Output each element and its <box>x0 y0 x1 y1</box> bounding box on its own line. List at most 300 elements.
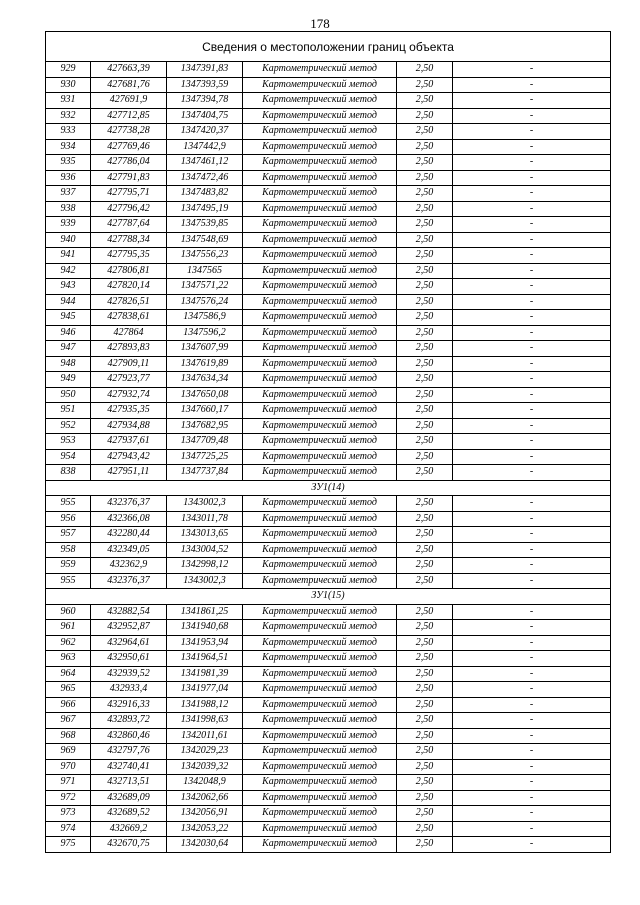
table-row <box>46 449 611 465</box>
accuracy-cell: 2,50 <box>397 744 453 760</box>
y-coordinate-cell: 1347571,22 <box>167 279 243 295</box>
point-number-cell: 935 <box>46 155 91 171</box>
description-cell: - <box>453 744 611 760</box>
point-number-cell: 930 <box>46 77 91 93</box>
point-number-cell: 965 <box>46 682 91 698</box>
accuracy-cell: 2,50 <box>397 294 453 310</box>
method-cell: Картометрический метод <box>243 279 397 295</box>
y-coordinate-cell: 1347391,83 <box>167 62 243 78</box>
page-number: 178 <box>310 16 330 31</box>
point-number-cell: 942 <box>46 263 91 279</box>
method-cell: Картометрический метод <box>243 759 397 775</box>
x-coordinate-cell: 427893,83 <box>91 341 167 357</box>
description-cell: - <box>453 434 611 450</box>
x-coordinate-cell: 432669,2 <box>91 821 167 837</box>
x-coordinate-cell: 427806,81 <box>91 263 167 279</box>
table-row <box>46 93 611 109</box>
point-number-cell: 838 <box>46 465 91 481</box>
y-coordinate-cell: 1347556,23 <box>167 248 243 264</box>
description-cell: - <box>453 418 611 434</box>
table-row <box>46 387 611 403</box>
x-coordinate-cell: 427838,61 <box>91 310 167 326</box>
y-coordinate-cell: 1342030,64 <box>167 837 243 853</box>
x-coordinate-cell: 432740,41 <box>91 759 167 775</box>
y-coordinate-cell: 1342011,61 <box>167 728 243 744</box>
y-coordinate-cell: 1347586,9 <box>167 310 243 326</box>
table-row <box>46 372 611 388</box>
y-coordinate-cell: 1347607,99 <box>167 341 243 357</box>
accuracy-cell: 2,50 <box>397 821 453 837</box>
method-cell: Картометрический метод <box>243 372 397 388</box>
point-number-cell: 971 <box>46 775 91 791</box>
point-number-cell: 968 <box>46 728 91 744</box>
x-coordinate-cell: 427932,74 <box>91 387 167 403</box>
description-cell: - <box>453 170 611 186</box>
y-coordinate-cell: 1342998,12 <box>167 558 243 574</box>
method-cell: Картометрический метод <box>243 124 397 140</box>
point-number-cell: 937 <box>46 186 91 202</box>
y-coordinate-cell: 1342056,91 <box>167 806 243 822</box>
table-row <box>46 728 611 744</box>
method-cell: Картометрический метод <box>243 558 397 574</box>
accuracy-cell: 2,50 <box>397 620 453 636</box>
description-cell: - <box>453 558 611 574</box>
table-row <box>46 837 611 853</box>
y-coordinate-cell: 1347619,89 <box>167 356 243 372</box>
point-number-cell: 939 <box>46 217 91 233</box>
x-coordinate-cell: 432349,05 <box>91 542 167 558</box>
point-number-cell: 945 <box>46 310 91 326</box>
y-coordinate-cell: 1347420,37 <box>167 124 243 140</box>
method-cell: Картометрический метод <box>243 201 397 217</box>
accuracy-cell: 2,50 <box>397 604 453 620</box>
x-coordinate-cell: 432689,09 <box>91 790 167 806</box>
point-number-cell: 956 <box>46 511 91 527</box>
table-row <box>46 403 611 419</box>
accuracy-cell: 2,50 <box>397 697 453 713</box>
method-cell: Картометрический метод <box>243 263 397 279</box>
table-row <box>46 186 611 202</box>
y-coordinate-cell: 1347565 <box>167 263 243 279</box>
x-coordinate-cell: 427923,77 <box>91 372 167 388</box>
point-number-cell: 932 <box>46 108 91 124</box>
y-coordinate-cell: 1343011,78 <box>167 511 243 527</box>
point-number-cell: 957 <box>46 527 91 543</box>
section-label: ЗУ1(15) <box>46 589 611 605</box>
method-cell: Картометрический метод <box>243 418 397 434</box>
table-row <box>46 356 611 372</box>
x-coordinate-cell: 427788,34 <box>91 232 167 248</box>
accuracy-cell: 2,50 <box>397 449 453 465</box>
accuracy-cell: 2,50 <box>397 310 453 326</box>
description-cell: - <box>453 186 611 202</box>
table-title: Сведения о местоположении границ объекта <box>46 32 611 62</box>
y-coordinate-cell: 1343013,65 <box>167 527 243 543</box>
method-cell: Картометрический метод <box>243 310 397 326</box>
description-cell: - <box>453 682 611 698</box>
y-coordinate-cell: 1347682,95 <box>167 418 243 434</box>
y-coordinate-cell: 1341940,68 <box>167 620 243 636</box>
accuracy-cell: 2,50 <box>397 139 453 155</box>
method-cell: Картометрический метод <box>243 806 397 822</box>
table-row <box>46 155 611 171</box>
point-number-cell: 934 <box>46 139 91 155</box>
accuracy-cell: 2,50 <box>397 837 453 853</box>
method-cell: Картометрический метод <box>243 387 397 403</box>
y-coordinate-cell: 1347576,24 <box>167 294 243 310</box>
point-number-cell: 951 <box>46 403 91 419</box>
y-coordinate-cell: 1347539,85 <box>167 217 243 233</box>
description-cell: - <box>453 310 611 326</box>
point-number-cell: 955 <box>46 496 91 512</box>
method-cell: Картометрический метод <box>243 635 397 651</box>
x-coordinate-cell: 427738,28 <box>91 124 167 140</box>
method-cell: Картометрический метод <box>243 434 397 450</box>
x-coordinate-cell: 432366,08 <box>91 511 167 527</box>
table-row <box>46 263 611 279</box>
table-row <box>46 558 611 574</box>
description-cell: - <box>453 821 611 837</box>
y-coordinate-cell: 1347634,34 <box>167 372 243 388</box>
y-coordinate-cell: 1341998,63 <box>167 713 243 729</box>
method-cell: Картометрический метод <box>243 341 397 357</box>
x-coordinate-cell: 432916,33 <box>91 697 167 713</box>
table-row <box>46 542 611 558</box>
description-cell: - <box>453 635 611 651</box>
x-coordinate-cell: 432362,9 <box>91 558 167 574</box>
method-cell: Картометрический метод <box>243 170 397 186</box>
description-cell: - <box>453 527 611 543</box>
y-coordinate-cell: 1342053,22 <box>167 821 243 837</box>
table-row <box>46 279 611 295</box>
method-cell: Картометрический метод <box>243 186 397 202</box>
point-number-cell: 970 <box>46 759 91 775</box>
description-cell: - <box>453 620 611 636</box>
y-coordinate-cell: 1347393,59 <box>167 77 243 93</box>
y-coordinate-cell: 1347725,25 <box>167 449 243 465</box>
accuracy-cell: 2,50 <box>397 155 453 171</box>
method-cell: Картометрический метод <box>243 93 397 109</box>
x-coordinate-cell: 427712,85 <box>91 108 167 124</box>
point-number-cell: 946 <box>46 325 91 341</box>
point-number-cell: 947 <box>46 341 91 357</box>
y-coordinate-cell: 1347737,84 <box>167 465 243 481</box>
table-row <box>46 666 611 682</box>
accuracy-cell: 2,50 <box>397 434 453 450</box>
accuracy-cell: 2,50 <box>397 651 453 667</box>
point-number-cell: 966 <box>46 697 91 713</box>
y-coordinate-cell: 1342039,32 <box>167 759 243 775</box>
x-coordinate-cell: 432860,46 <box>91 728 167 744</box>
y-coordinate-cell: 1347461,12 <box>167 155 243 171</box>
accuracy-cell: 2,50 <box>397 279 453 295</box>
point-number-cell: 941 <box>46 248 91 264</box>
x-coordinate-cell: 427769,46 <box>91 139 167 155</box>
description-cell: - <box>453 806 611 822</box>
y-coordinate-cell: 1343004,52 <box>167 542 243 558</box>
point-number-cell: 940 <box>46 232 91 248</box>
method-cell: Картометрический метод <box>243 744 397 760</box>
point-number-cell: 955 <box>46 573 91 589</box>
description-cell: - <box>453 124 611 140</box>
x-coordinate-cell: 432933,4 <box>91 682 167 698</box>
table-row <box>46 465 611 481</box>
x-coordinate-cell: 432952,87 <box>91 620 167 636</box>
table-row <box>46 713 611 729</box>
accuracy-cell: 2,50 <box>397 418 453 434</box>
accuracy-cell: 2,50 <box>397 527 453 543</box>
table-row <box>46 418 611 434</box>
accuracy-cell: 2,50 <box>397 790 453 806</box>
description-cell: - <box>453 403 611 419</box>
accuracy-cell: 2,50 <box>397 108 453 124</box>
method-cell: Картометрический метод <box>243 356 397 372</box>
description-cell: - <box>453 248 611 264</box>
accuracy-cell: 2,50 <box>397 201 453 217</box>
description-cell: - <box>453 604 611 620</box>
method-cell: Картометрический метод <box>243 542 397 558</box>
description-cell: - <box>453 217 611 233</box>
y-coordinate-cell: 1347495,19 <box>167 201 243 217</box>
y-coordinate-cell: 1347596,2 <box>167 325 243 341</box>
x-coordinate-cell: 427951,11 <box>91 465 167 481</box>
method-cell: Картометрический метод <box>243 651 397 667</box>
method-cell: Картометрический метод <box>243 682 397 698</box>
accuracy-cell: 2,50 <box>397 542 453 558</box>
x-coordinate-cell: 432950,61 <box>91 651 167 667</box>
x-coordinate-cell: 427791,83 <box>91 170 167 186</box>
table-row <box>46 434 611 450</box>
accuracy-cell: 2,50 <box>397 806 453 822</box>
table-row <box>46 341 611 357</box>
x-coordinate-cell: 432689,52 <box>91 806 167 822</box>
y-coordinate-cell: 1347472,46 <box>167 170 243 186</box>
point-number-cell: 933 <box>46 124 91 140</box>
accuracy-cell: 2,50 <box>397 325 453 341</box>
point-number-cell: 969 <box>46 744 91 760</box>
method-cell: Картометрический метод <box>243 573 397 589</box>
accuracy-cell: 2,50 <box>397 341 453 357</box>
method-cell: Картометрический метод <box>243 232 397 248</box>
x-coordinate-cell: 427787,64 <box>91 217 167 233</box>
section-row <box>46 589 611 605</box>
method-cell: Картометрический метод <box>243 728 397 744</box>
description-cell: - <box>453 542 611 558</box>
method-cell: Картометрический метод <box>243 139 397 155</box>
table-row <box>46 232 611 248</box>
accuracy-cell: 2,50 <box>397 124 453 140</box>
description-cell: - <box>453 372 611 388</box>
x-coordinate-cell: 432797,76 <box>91 744 167 760</box>
x-coordinate-cell: 432670,75 <box>91 837 167 853</box>
x-coordinate-cell: 427934,88 <box>91 418 167 434</box>
x-coordinate-cell: 427820,14 <box>91 279 167 295</box>
accuracy-cell: 2,50 <box>397 666 453 682</box>
description-cell: - <box>453 573 611 589</box>
table-row <box>46 635 611 651</box>
y-coordinate-cell: 1341953,94 <box>167 635 243 651</box>
section-row <box>46 480 611 496</box>
description-cell: - <box>453 496 611 512</box>
description-cell: - <box>453 790 611 806</box>
description-cell: - <box>453 697 611 713</box>
description-cell: - <box>453 465 611 481</box>
x-coordinate-cell: 432713,51 <box>91 775 167 791</box>
method-cell: Картометрический метод <box>243 217 397 233</box>
y-coordinate-cell: 1347394,78 <box>167 93 243 109</box>
method-cell: Картометрический метод <box>243 62 397 78</box>
table-row <box>46 573 611 589</box>
accuracy-cell: 2,50 <box>397 263 453 279</box>
y-coordinate-cell: 1341861,25 <box>167 604 243 620</box>
point-number-cell: 973 <box>46 806 91 822</box>
accuracy-cell: 2,50 <box>397 372 453 388</box>
x-coordinate-cell: 432964,61 <box>91 635 167 651</box>
accuracy-cell: 2,50 <box>397 511 453 527</box>
x-coordinate-cell: 427864 <box>91 325 167 341</box>
x-coordinate-cell: 427795,71 <box>91 186 167 202</box>
point-number-cell: 974 <box>46 821 91 837</box>
y-coordinate-cell: 1342048,9 <box>167 775 243 791</box>
x-coordinate-cell: 427796,42 <box>91 201 167 217</box>
table-row <box>46 527 611 543</box>
description-cell: - <box>453 155 611 171</box>
table-row <box>46 217 611 233</box>
method-cell: Картометрический метод <box>243 837 397 853</box>
boundary-coordinates-table <box>45 31 611 853</box>
description-cell: - <box>453 232 611 248</box>
table-row <box>46 790 611 806</box>
y-coordinate-cell: 1342029,23 <box>167 744 243 760</box>
description-cell: - <box>453 728 611 744</box>
y-coordinate-cell: 1341981,39 <box>167 666 243 682</box>
method-cell: Картометрический метод <box>243 108 397 124</box>
description-cell: - <box>453 759 611 775</box>
point-number-cell: 938 <box>46 201 91 217</box>
method-cell: Картометрический метод <box>243 527 397 543</box>
method-cell: Картометрический метод <box>243 155 397 171</box>
table-row <box>46 496 611 512</box>
description-cell: - <box>453 263 611 279</box>
description-cell: - <box>453 201 611 217</box>
accuracy-cell: 2,50 <box>397 573 453 589</box>
table-row <box>46 759 611 775</box>
table-row <box>46 170 611 186</box>
method-cell: Картометрический метод <box>243 248 397 264</box>
x-coordinate-cell: 432280,44 <box>91 527 167 543</box>
description-cell: - <box>453 387 611 403</box>
method-cell: Картометрический метод <box>243 294 397 310</box>
point-number-cell: 958 <box>46 542 91 558</box>
method-cell: Картометрический метод <box>243 775 397 791</box>
description-cell: - <box>453 651 611 667</box>
accuracy-cell: 2,50 <box>397 356 453 372</box>
accuracy-cell: 2,50 <box>397 232 453 248</box>
y-coordinate-cell: 1347709,48 <box>167 434 243 450</box>
table-row <box>46 651 611 667</box>
description-cell: - <box>453 294 611 310</box>
accuracy-cell: 2,50 <box>397 248 453 264</box>
y-coordinate-cell: 1347483,82 <box>167 186 243 202</box>
description-cell: - <box>453 77 611 93</box>
accuracy-cell: 2,50 <box>397 759 453 775</box>
table-row <box>46 775 611 791</box>
method-cell: Картометрический метод <box>243 465 397 481</box>
description-cell: - <box>453 666 611 682</box>
table-row <box>46 77 611 93</box>
x-coordinate-cell: 432376,37 <box>91 496 167 512</box>
accuracy-cell: 2,50 <box>397 496 453 512</box>
y-coordinate-cell: 1342062,66 <box>167 790 243 806</box>
x-coordinate-cell: 432882,54 <box>91 604 167 620</box>
y-coordinate-cell: 1341964,51 <box>167 651 243 667</box>
description-cell: - <box>453 713 611 729</box>
point-number-cell: 948 <box>46 356 91 372</box>
accuracy-cell: 2,50 <box>397 682 453 698</box>
y-coordinate-cell: 1347442,9 <box>167 139 243 155</box>
method-cell: Картометрический метод <box>243 821 397 837</box>
description-cell: - <box>453 93 611 109</box>
method-cell: Картометрический метод <box>243 790 397 806</box>
x-coordinate-cell: 427909,11 <box>91 356 167 372</box>
method-cell: Картометрический метод <box>243 449 397 465</box>
accuracy-cell: 2,50 <box>397 62 453 78</box>
y-coordinate-cell: 1341977,04 <box>167 682 243 698</box>
description-cell: - <box>453 279 611 295</box>
x-coordinate-cell: 427691,9 <box>91 93 167 109</box>
accuracy-cell: 2,50 <box>397 93 453 109</box>
x-coordinate-cell: 427937,61 <box>91 434 167 450</box>
description-cell: - <box>453 511 611 527</box>
accuracy-cell: 2,50 <box>397 217 453 233</box>
table-row <box>46 806 611 822</box>
table-row <box>46 744 611 760</box>
x-coordinate-cell: 427795,35 <box>91 248 167 264</box>
accuracy-cell: 2,50 <box>397 558 453 574</box>
accuracy-cell: 2,50 <box>397 775 453 791</box>
table-row <box>46 124 611 140</box>
x-coordinate-cell: 432376,37 <box>91 573 167 589</box>
table-row <box>46 294 611 310</box>
accuracy-cell: 2,50 <box>397 713 453 729</box>
y-coordinate-cell: 1347660,17 <box>167 403 243 419</box>
accuracy-cell: 2,50 <box>397 170 453 186</box>
table-row <box>46 248 611 264</box>
x-coordinate-cell: 427935,35 <box>91 403 167 419</box>
description-cell: - <box>453 108 611 124</box>
description-cell: - <box>453 341 611 357</box>
point-number-cell: 962 <box>46 635 91 651</box>
method-cell: Картометрический метод <box>243 403 397 419</box>
table-row <box>46 511 611 527</box>
table-row <box>46 697 611 713</box>
table-row <box>46 139 611 155</box>
point-number-cell: 953 <box>46 434 91 450</box>
point-number-cell: 952 <box>46 418 91 434</box>
method-cell: Картометрический метод <box>243 713 397 729</box>
description-cell: - <box>453 325 611 341</box>
point-number-cell: 943 <box>46 279 91 295</box>
point-number-cell: 972 <box>46 790 91 806</box>
accuracy-cell: 2,50 <box>397 465 453 481</box>
method-cell: Картометрический метод <box>243 697 397 713</box>
table-title-row <box>46 32 611 62</box>
table-row <box>46 604 611 620</box>
table-row <box>46 201 611 217</box>
x-coordinate-cell: 427663,39 <box>91 62 167 78</box>
y-coordinate-cell: 1347650,08 <box>167 387 243 403</box>
table-row <box>46 310 611 326</box>
